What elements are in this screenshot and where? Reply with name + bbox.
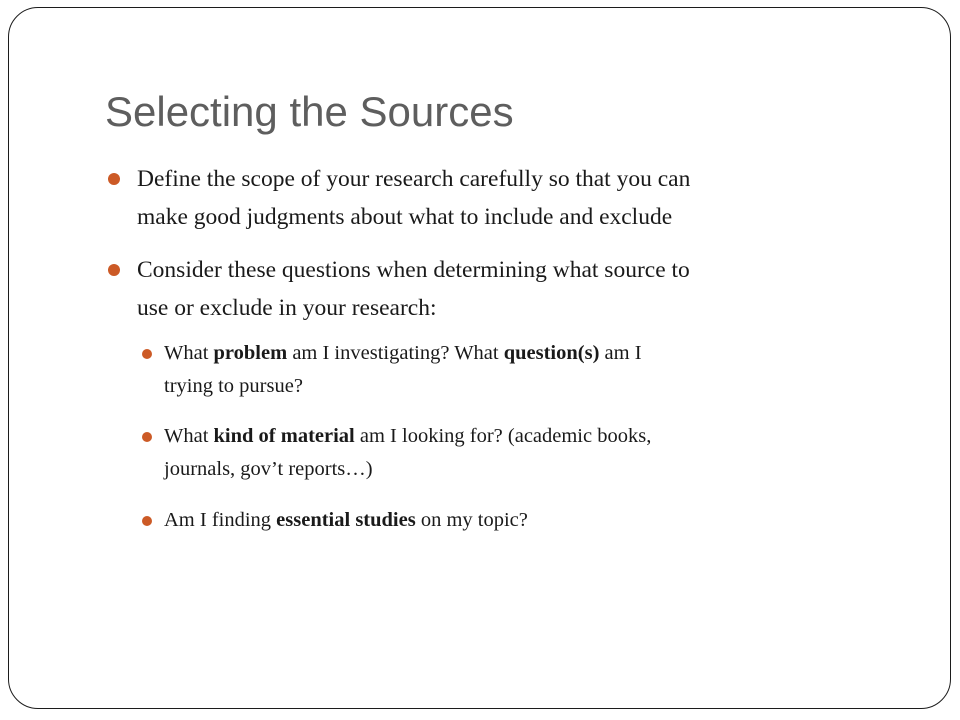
sub-bullet-line <box>164 337 864 370</box>
emphasis-text: problem <box>213 342 288 364</box>
sub-bullet-text: am I looking for? (academic books, <box>354 425 652 447</box>
emphasis-text: kind of material <box>213 425 355 447</box>
bullet-dot-icon <box>108 173 120 185</box>
bullet-text-line: make good judgments about what to include and exclude <box>137 204 673 230</box>
bullet-item-questions <box>137 251 867 327</box>
sub-bullet-text: on my topic? <box>415 509 528 531</box>
slide-title: Selecting the Sources <box>105 88 514 135</box>
bullet-dot-icon <box>142 516 152 526</box>
sub-bullet-line: journals, gov’t reports…) <box>164 458 373 480</box>
sub-bullet-line <box>164 420 864 453</box>
sub-bullet-item-studies <box>164 504 864 537</box>
sub-bullet-text: Am I finding <box>164 509 277 531</box>
sub-bullet-text: What <box>164 342 214 364</box>
sub-bullet-item-problem <box>164 337 864 403</box>
sub-bullet-text: am I <box>599 342 642 364</box>
sub-bullet-item-material <box>164 420 864 486</box>
sub-bullet-line <box>164 504 864 537</box>
bullet-text-line: Define the scope of your research carefully so that you can <box>137 166 691 192</box>
bullet-item-scope <box>137 160 867 236</box>
bullet-dot-icon <box>142 432 152 442</box>
bullet-text-line: use or exclude in your research: <box>137 295 437 321</box>
sub-bullet-line: trying to pursue? <box>164 375 303 397</box>
emphasis-text: essential studies <box>276 509 416 531</box>
sub-bullet-text: am I investigating? What <box>287 342 504 364</box>
emphasis-text: question(s) <box>503 342 600 364</box>
bullet-dot-icon <box>142 349 152 359</box>
bullet-dot-icon <box>108 264 120 276</box>
bullet-text-line: Consider these questions when determining what source to <box>137 257 690 283</box>
sub-bullet-text: What <box>164 425 214 447</box>
